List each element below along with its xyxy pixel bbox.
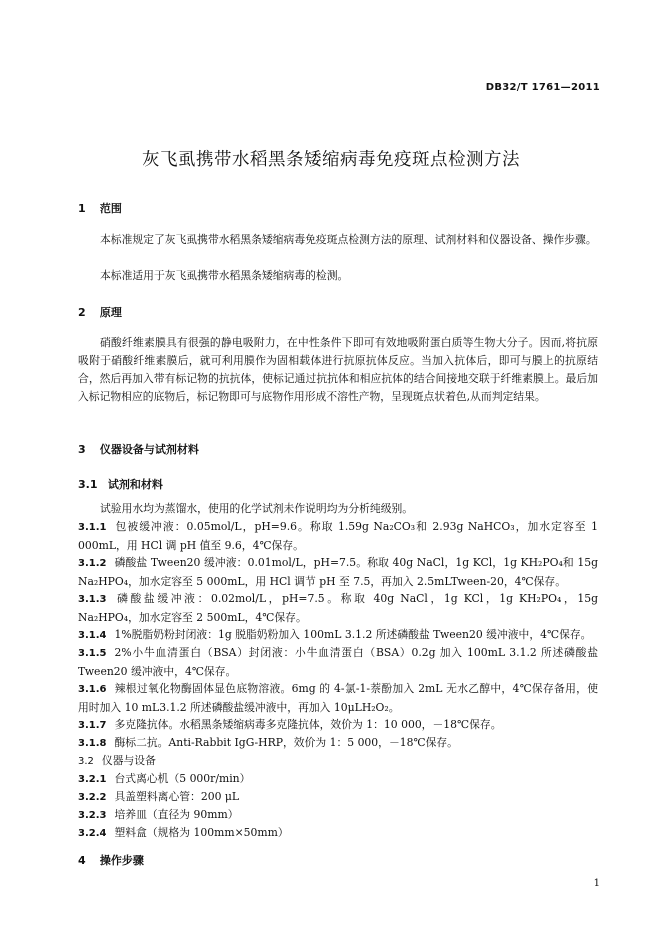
section-title: 试剂和材料: [107, 478, 163, 491]
item-3-2-1: [78, 770, 598, 789]
item-number: 3.1.2: [78, 558, 107, 569]
item-3-1-3: [78, 590, 598, 627]
section-number: 3: [78, 443, 86, 456]
item-3-2: [78, 752, 598, 771]
item-number: 3.1.3: [78, 594, 107, 605]
section-heading-scope: [78, 200, 122, 216]
item-text: 多克隆抗体。水稻黑条矮缩病毒多克隆抗体，效价为 1：10 000，－18℃保存。: [114, 718, 502, 731]
item-text: 具盖塑料离心管：200 μL: [114, 790, 240, 803]
principle-paragraph: 硝酸纤维素膜具有很强的静电吸附力，在中性条件下即可有效地吸附蛋白质等生物大分子。因而,将抗原吸附于硝酸纤维素膜后，就可利用膜作为固相载体进行抗原抗体反应。当加入抗体后，即可与膜上的抗原结合，然后再加入带有标记物的抗抗体，使标记通过抗抗体和相应抗体的结合间接地交联于纤维素膜上。最后加入标记物相应的底物后，标记物即可与底物作用形成不溶性产物，呈现斑点状着色,从而判定结果。: [78, 336, 598, 403]
item-3-1-4: [78, 626, 598, 645]
scope-paragraph-1: 本标准规定了灰飞虱携带水稻黑条矮缩病毒免疫斑点检测方法的原理、试剂材料和仪器设备、操作步骤。: [100, 233, 597, 246]
item-3-1-6: [78, 680, 598, 717]
item-3-2-2: [78, 788, 598, 807]
item-3-1-2: [78, 554, 598, 591]
item-number: 3.2: [78, 756, 94, 767]
item-number: 3.2.2: [78, 792, 107, 803]
item-number: 3.1.5: [78, 648, 107, 659]
item-text: 仪器与设备: [101, 754, 156, 767]
item-3-2-4: [78, 824, 598, 843]
subsection-heading-reagents: [78, 476, 163, 492]
item-text: 磷酸盐 Tween20 缓冲液：0.01mol/L，pH=7.5。称取 40g NaCl，1g KCl，1g KH₂PO₄和 15g Na₂HPO₄，加水定容至 5 000mL，用 HCl 调节 pH 至 7.5，再加入 2.5mLTween-20，4℃保存。: [78, 556, 598, 588]
item-3-1-7: [78, 716, 598, 735]
item-number: 3.2.4: [78, 828, 107, 839]
item-text: 1%脱脂奶粉封闭液：1g 脱脂奶粉加入 100mL 3.1.2 所述磷酸盐 Tween20 缓冲液中，4℃保存。: [114, 628, 592, 641]
reagent-intro-paragraph: 试验用水均为蒸馏水，使用的化学试剂未作说明均为分析纯级别。: [100, 502, 414, 515]
item-3-2-3: [78, 806, 598, 825]
section-number: 3.1: [78, 478, 98, 491]
item-number: 3.2.3: [78, 810, 107, 821]
section-heading-procedure: [78, 852, 144, 868]
item-text: 酶标二抗。Anti-Rabbit IgG-HRP，效价为 1：5 000，－18℃保存。: [114, 736, 458, 749]
item-number: 3.1.8: [78, 738, 107, 749]
item-number: 3.2.1: [78, 774, 107, 785]
item-text: 培养皿（直径为 90mm）: [114, 808, 239, 821]
document-title: 灰飞虱携带水稻黑条矮缩病毒免疫斑点检测方法: [142, 150, 520, 170]
section-number: 1: [78, 202, 86, 215]
standard-code: DB32/T 1761—2011: [485, 82, 600, 93]
section-heading-principle: [78, 304, 122, 320]
section-title: 原理: [99, 306, 122, 319]
section-title: 操作步骤: [99, 854, 144, 867]
item-text: 辣根过氧化物酶固体显色底物溶液。6mg 的 4-氯-1-萘酚加入 2mL 无水乙醇中，4℃保存备用，使用时加入 10 mL3.1.2 所述磷酸盐缓冲液中，再加入 10μLH₂O₂。: [78, 682, 598, 714]
item-number: 3.1.4: [78, 630, 107, 641]
item-text: 台式离心机（5 000r/min）: [114, 772, 251, 785]
item-3-1-1: [78, 518, 598, 555]
section-title: 范围: [99, 202, 122, 215]
item-3-1-8: [78, 734, 598, 753]
page-number: 1: [593, 878, 600, 889]
section-number: 2: [78, 306, 86, 319]
item-text: 磷酸盐缓冲液：0.02mol/L，pH=7.5。称取 40g NaCl，1g KCl，1g KH₂PO₄，15g Na₂HPO₄，加水定容至 2 500mL，4℃保存。: [78, 592, 598, 624]
section-title: 仪器设备与试剂材料: [99, 443, 199, 456]
item-text: 包被缓冲液：0.05mol/L，pH=9.6。称取 1.59g Na₂CO₃和 2.93g NaHCO₃，加水定容至 1 000mL，用 HCl 调 pH 值至 9.6，4℃保存。: [78, 520, 598, 552]
item-number: 3.1.6: [78, 684, 107, 695]
scope-paragraph-2: 本标准适用于灰飞虱携带水稻黑条矮缩病毒的检测。: [100, 269, 349, 282]
item-text: 2%小牛血清蛋白（BSA）封闭液：小牛血清蛋白（BSA）0.2g 加入 100mL 3.1.2 所述磷酸盐 Tween20 缓冲液中，4℃保存。: [78, 646, 598, 678]
section-number: 4: [78, 854, 86, 867]
item-number: 3.1.7: [78, 720, 107, 731]
item-number: 3.1.1: [78, 522, 107, 533]
item-3-1-5: [78, 644, 598, 681]
item-text: 塑料盒（规格为 100mm×50mm）: [114, 826, 289, 839]
section-heading-equipment: [78, 441, 199, 457]
